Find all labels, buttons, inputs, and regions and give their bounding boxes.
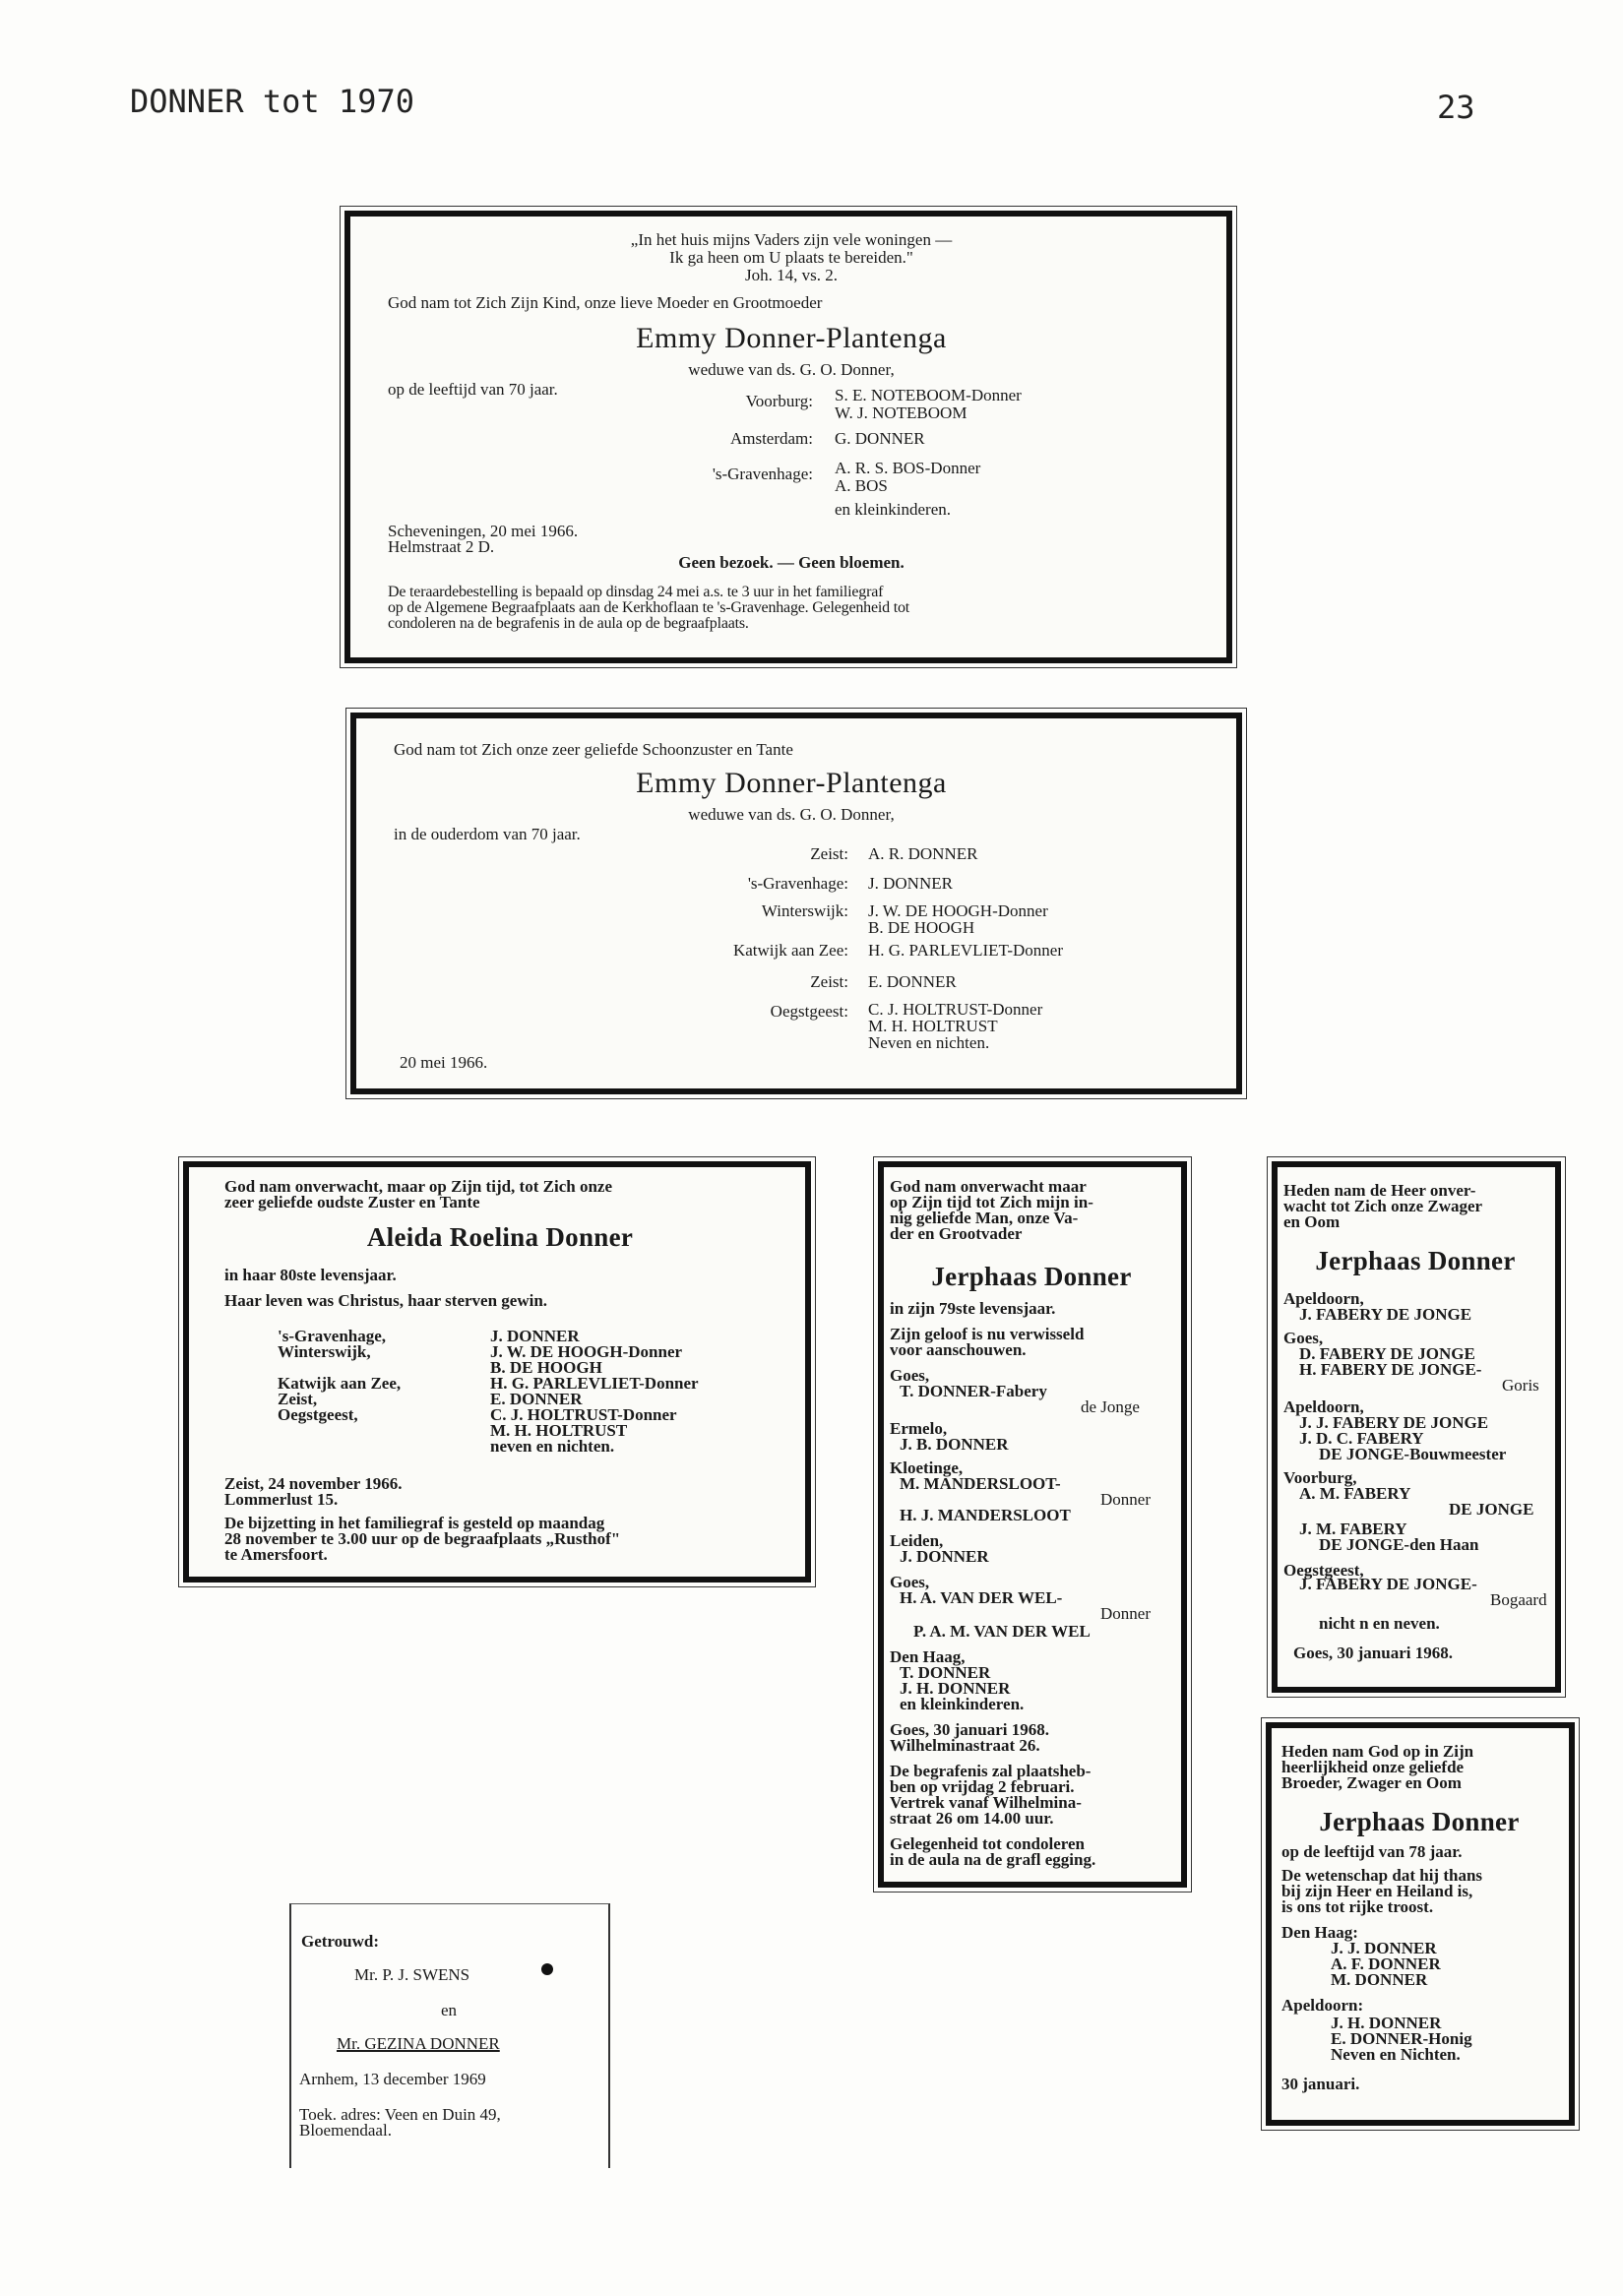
place-label: Winterswijk: bbox=[761, 901, 848, 920]
place-label: Oegstgeest: bbox=[770, 1002, 848, 1021]
family-line: H. J. MANDERSLOOT bbox=[900, 1506, 1071, 1524]
intro-text: en Oom bbox=[1283, 1212, 1341, 1231]
intro-text: God nam tot Zich Zijn Kind, onze lieve Moeder en Grootmoeder bbox=[388, 293, 823, 312]
obituary-notice-2 bbox=[350, 713, 1242, 1094]
ink-dot-icon bbox=[541, 1963, 553, 1975]
place-label: Winterswijk, bbox=[278, 1342, 371, 1361]
age-line: op de leeftijd van 70 jaar. bbox=[388, 380, 558, 399]
quote-line: „In het huis mijns Vaders zijn vele woningen — bbox=[630, 230, 953, 249]
family-line: Voorburg, bbox=[1283, 1468, 1357, 1487]
faith-line: bij zijn Heer en Heiland is, bbox=[1281, 1882, 1473, 1900]
family-line: Den Haag, bbox=[890, 1647, 966, 1666]
page-number: 23 bbox=[1437, 89, 1475, 126]
deceased-name: Emmy Donner-Plantenga bbox=[636, 767, 947, 799]
family-name: G. DONNER bbox=[835, 429, 925, 448]
intro-text: zeer geliefde oudste Zuster en Tante bbox=[224, 1193, 480, 1211]
intro-text: Heden nam de Heer onver- bbox=[1283, 1181, 1476, 1200]
marriage-notice bbox=[289, 1903, 610, 2168]
faith-line: De wetenschap dat hij thans bbox=[1281, 1866, 1483, 1885]
family-name: A. R. S. BOS-Donner bbox=[835, 459, 981, 477]
intro-text: der en Grootvader bbox=[890, 1224, 1023, 1243]
burial-line: te Amersfoort. bbox=[224, 1545, 328, 1564]
intro-text: wacht tot Zich onze Zwager bbox=[1283, 1197, 1483, 1215]
family-line: D. FABERY DE JONGE bbox=[1299, 1344, 1475, 1363]
family-line: Goes, bbox=[890, 1573, 930, 1591]
family-line: Kloetinge, bbox=[890, 1458, 964, 1477]
place-label: Zeist: bbox=[810, 844, 848, 863]
motto-line: Haar leven was Christus, haar sterven gewin. bbox=[224, 1291, 548, 1310]
family-name: A. R. DONNER bbox=[868, 844, 978, 863]
conjunction: en bbox=[440, 2001, 458, 2019]
family-name: B. DE HOOGH bbox=[490, 1358, 602, 1377]
family-line: Goes, bbox=[890, 1366, 930, 1385]
dateline: Goes, 30 januari 1968. bbox=[890, 1720, 1049, 1739]
burial-line: De teraardebestelling is bepaald op dinsdag 24 mei a.s. te 3 uur in het familiegraf bbox=[388, 584, 884, 600]
intro-text: op Zijn tijd tot Zich mijn in- bbox=[890, 1193, 1093, 1211]
family-line: Apeldoorn, bbox=[1283, 1397, 1364, 1416]
family-line: Goris bbox=[1502, 1376, 1539, 1395]
date-line: 30 januari. bbox=[1281, 2075, 1360, 2093]
family-line: DE JONGE bbox=[1449, 1500, 1534, 1519]
address-line: Bloemendaal. bbox=[299, 2121, 392, 2140]
bride-name: Mr. GEZINA DONNER bbox=[337, 2034, 500, 2053]
widow-line: weduwe van ds. G. O. Donner, bbox=[688, 805, 895, 824]
family-name: M. H. HOLTRUST bbox=[490, 1421, 628, 1440]
notice-title: Getrouwd: bbox=[301, 1932, 380, 1951]
family-name: W. J. NOTEBOOM bbox=[835, 403, 968, 422]
family-line: H. FABERY DE JONGE- bbox=[1299, 1360, 1482, 1379]
condolence-line: in de aula na de grafl egging. bbox=[890, 1850, 1096, 1869]
deceased-name: Emmy Donner-Plantenga bbox=[636, 322, 947, 354]
faith-line: is ons tot rijke troost. bbox=[1281, 1897, 1434, 1916]
family-name: neven en nichten. bbox=[490, 1437, 615, 1456]
page-title: DONNER tot 1970 bbox=[130, 83, 414, 120]
family-line: Bogaard bbox=[1490, 1590, 1547, 1609]
place-label: Zeist, bbox=[278, 1390, 318, 1408]
address-line: Toek. adres: Veen en Duin 49, bbox=[299, 2105, 501, 2124]
family-name: A. BOS bbox=[835, 476, 888, 495]
family-name: J. W. DE HOOGH-Donner bbox=[490, 1342, 683, 1361]
intro-text: God nam onverwacht, maar op Zijn tijd, tot Zich onze bbox=[224, 1177, 612, 1196]
no-visits-line: Geen bezoek. — Geen bloemen. bbox=[678, 553, 905, 572]
burial-line: ben op vrijdag 2 februari. bbox=[890, 1777, 1075, 1796]
family-line: A. M. FABERY bbox=[1299, 1484, 1411, 1503]
date-line: 20 mei 1966. bbox=[400, 1053, 488, 1072]
place-label: Katwijk aan Zee, bbox=[278, 1374, 402, 1393]
place-label: 's-Gravenhage, bbox=[278, 1327, 387, 1345]
family-line: Neven en Nichten. bbox=[1331, 2045, 1461, 2064]
intro-text: Heden nam God op in Zijn bbox=[1281, 1742, 1474, 1761]
family-line: A. F. DONNER bbox=[1331, 1955, 1441, 1973]
burial-line: De begrafenis zal plaatsheb- bbox=[890, 1762, 1092, 1780]
family-line: T. DONNER bbox=[900, 1663, 991, 1682]
intro-text: Broeder, Zwager en Oom bbox=[1281, 1773, 1462, 1792]
obituary-notice-4 bbox=[878, 1161, 1187, 1888]
obituary-notice-6 bbox=[1266, 1722, 1575, 2126]
family-line: Donner bbox=[1100, 1490, 1151, 1509]
condolence-line: Gelegenheid tot condoleren bbox=[890, 1834, 1085, 1853]
family-line: de Jonge bbox=[1081, 1397, 1140, 1416]
faith-line: voor aanschouwen. bbox=[890, 1340, 1027, 1359]
family-name: E. DONNER bbox=[868, 972, 957, 991]
grandchildren-line: en kleinkinderen. bbox=[835, 500, 952, 519]
family-name: J. W. DE HOOGH-Donner bbox=[868, 901, 1048, 920]
deceased-name: Jerphaas Donner bbox=[1315, 1246, 1516, 1275]
family-line: J. B. DONNER bbox=[900, 1435, 1009, 1454]
intro-text: God nam onverwacht maar bbox=[890, 1177, 1087, 1196]
family-line: J. DONNER bbox=[900, 1547, 989, 1566]
family-line: M. MANDERSLOOT- bbox=[900, 1474, 1061, 1493]
deceased-name: Aleida Roelina Donner bbox=[366, 1222, 634, 1252]
burial-line: op de Algemene Begraafplaats aan de Kerkhoflaan te 's-Gravenhage. Gelegenheid tot bbox=[388, 599, 910, 616]
intro-text: God nam tot Zich onze zeer geliefde Schoonzuster en Tante bbox=[394, 740, 793, 759]
place-label: 's-Gravenhage: bbox=[747, 874, 848, 893]
family-line: J. H. DONNER bbox=[900, 1679, 1011, 1698]
family-line: M. DONNER bbox=[1331, 1970, 1428, 1989]
family-line: J. M. FABERY bbox=[1299, 1520, 1407, 1538]
burial-line: Vertrek vanaf Wilhelmina- bbox=[890, 1793, 1082, 1812]
family-line: Oegstgeest, bbox=[1283, 1561, 1364, 1580]
obituary-notice-1 bbox=[344, 211, 1232, 663]
burial-line: De bijzetting in het familiegraf is gesteld op maandag bbox=[224, 1514, 605, 1532]
address: Wilhelminastraat 26. bbox=[890, 1736, 1040, 1755]
date-line: Goes, 30 januari 1968. bbox=[1293, 1644, 1453, 1662]
family-name: C. J. HOLTRUST-Donner bbox=[868, 1000, 1043, 1019]
place-label: Oegstgeest, bbox=[278, 1405, 358, 1424]
age-line: op de leeftijd van 78 jaar. bbox=[1281, 1842, 1463, 1861]
deceased-name: Jerphaas Donner bbox=[931, 1262, 1132, 1291]
burial-line: condoleren na de begrafenis in de aula op de begraafplaats. bbox=[388, 615, 749, 632]
quote-line: Ik ga heen om U plaats te bereiden." bbox=[669, 248, 913, 267]
place-label: Zeist: bbox=[810, 972, 848, 991]
place-label: Amsterdam: bbox=[729, 429, 813, 448]
family-line: J. J. FABERY DE JONGE bbox=[1299, 1413, 1489, 1432]
family-line: Leiden, bbox=[890, 1531, 944, 1550]
burial-line: 28 november te 3.00 uur op de begraafplaats „Rusthof" bbox=[224, 1529, 621, 1548]
family-name: Neven en nichten. bbox=[868, 1033, 990, 1052]
groom-name: Mr. P. J. SWENS bbox=[354, 1965, 470, 1984]
family-line: Den Haag: bbox=[1281, 1923, 1358, 1942]
family-name: S. E. NOTEBOOM-Donner bbox=[835, 386, 1022, 404]
family-name: J. DONNER bbox=[490, 1327, 580, 1345]
family-line: J. D. C. FABERY bbox=[1299, 1429, 1424, 1448]
family-line: P. A. M. VAN DER WEL bbox=[913, 1622, 1091, 1641]
age-line: in haar 80ste levensjaar. bbox=[224, 1266, 397, 1284]
family-line: Apeldoorn, bbox=[1283, 1289, 1364, 1308]
intro-text: heerlijkheid onze geliefde bbox=[1281, 1758, 1465, 1776]
family-line: J. J. DONNER bbox=[1331, 1939, 1437, 1957]
family-name: M. H. HOLTRUST bbox=[868, 1017, 998, 1035]
family-line: en kleinkinderen. bbox=[900, 1695, 1025, 1713]
family-line: DE JONGE-Bouwmeester bbox=[1319, 1445, 1507, 1463]
family-name: C. J. HOLTRUST-Donner bbox=[490, 1405, 677, 1424]
family-line: J. H. DONNER bbox=[1331, 2014, 1442, 2032]
family-line: Donner bbox=[1100, 1604, 1151, 1623]
place-label: Voorburg: bbox=[745, 392, 813, 410]
address: Helmstraat 2 D. bbox=[388, 537, 495, 556]
family-line: H. A. VAN DER WEL- bbox=[900, 1588, 1063, 1607]
family-line: Goes, bbox=[1283, 1329, 1324, 1347]
family-name: B. DE HOOGH bbox=[868, 918, 975, 937]
family-name: H. G. PARLEVLIET-Donner bbox=[490, 1374, 699, 1393]
family-line: J. FABERY DE JONGE bbox=[1299, 1305, 1472, 1324]
family-line: E. DONNER-Honig bbox=[1331, 2029, 1472, 2048]
family-name: J. DONNER bbox=[868, 874, 953, 893]
family-name: H. G. PARLEVLIET-Donner bbox=[868, 941, 1064, 960]
family-line: T. DONNER-Fabery bbox=[900, 1382, 1047, 1400]
burial-line: straat 26 om 14.00 uur. bbox=[890, 1809, 1054, 1828]
family-line: Apeldoorn: bbox=[1281, 1996, 1364, 2015]
family-line: J. FABERY DE JONGE- bbox=[1299, 1575, 1477, 1593]
quote-line: Joh. 14, vs. 2. bbox=[745, 266, 838, 284]
deceased-name: Jerphaas Donner bbox=[1319, 1807, 1520, 1836]
family-line: Ermelo, bbox=[890, 1419, 948, 1438]
family-name: E. DONNER bbox=[490, 1390, 583, 1408]
address: Lommerlust 15. bbox=[224, 1490, 339, 1509]
dateline: Zeist, 24 november 1966. bbox=[224, 1474, 403, 1493]
obituary-notice-5 bbox=[1272, 1161, 1561, 1693]
place-label: Katwijk aan Zee: bbox=[732, 941, 848, 960]
dateline: Scheveningen, 20 mei 1966. bbox=[388, 522, 579, 540]
obituary-notice-3 bbox=[183, 1161, 811, 1582]
age-line: in zijn 79ste levensjaar. bbox=[890, 1299, 1056, 1318]
faith-line: Zijn geloof is nu verwisseld bbox=[890, 1325, 1085, 1343]
widow-line: weduwe van ds. G. O. Donner, bbox=[688, 360, 895, 379]
intro-text: nig geliefde Man, onze Va- bbox=[890, 1209, 1079, 1227]
age-line: in de ouderdom van 70 jaar. bbox=[394, 825, 581, 843]
place-label: 's-Gravenhage: bbox=[712, 465, 813, 483]
family-line: DE JONGE-den Haan bbox=[1319, 1535, 1479, 1554]
family-line: nicht n en neven. bbox=[1319, 1614, 1440, 1633]
dateline: Arnhem, 13 december 1969 bbox=[299, 2070, 486, 2088]
